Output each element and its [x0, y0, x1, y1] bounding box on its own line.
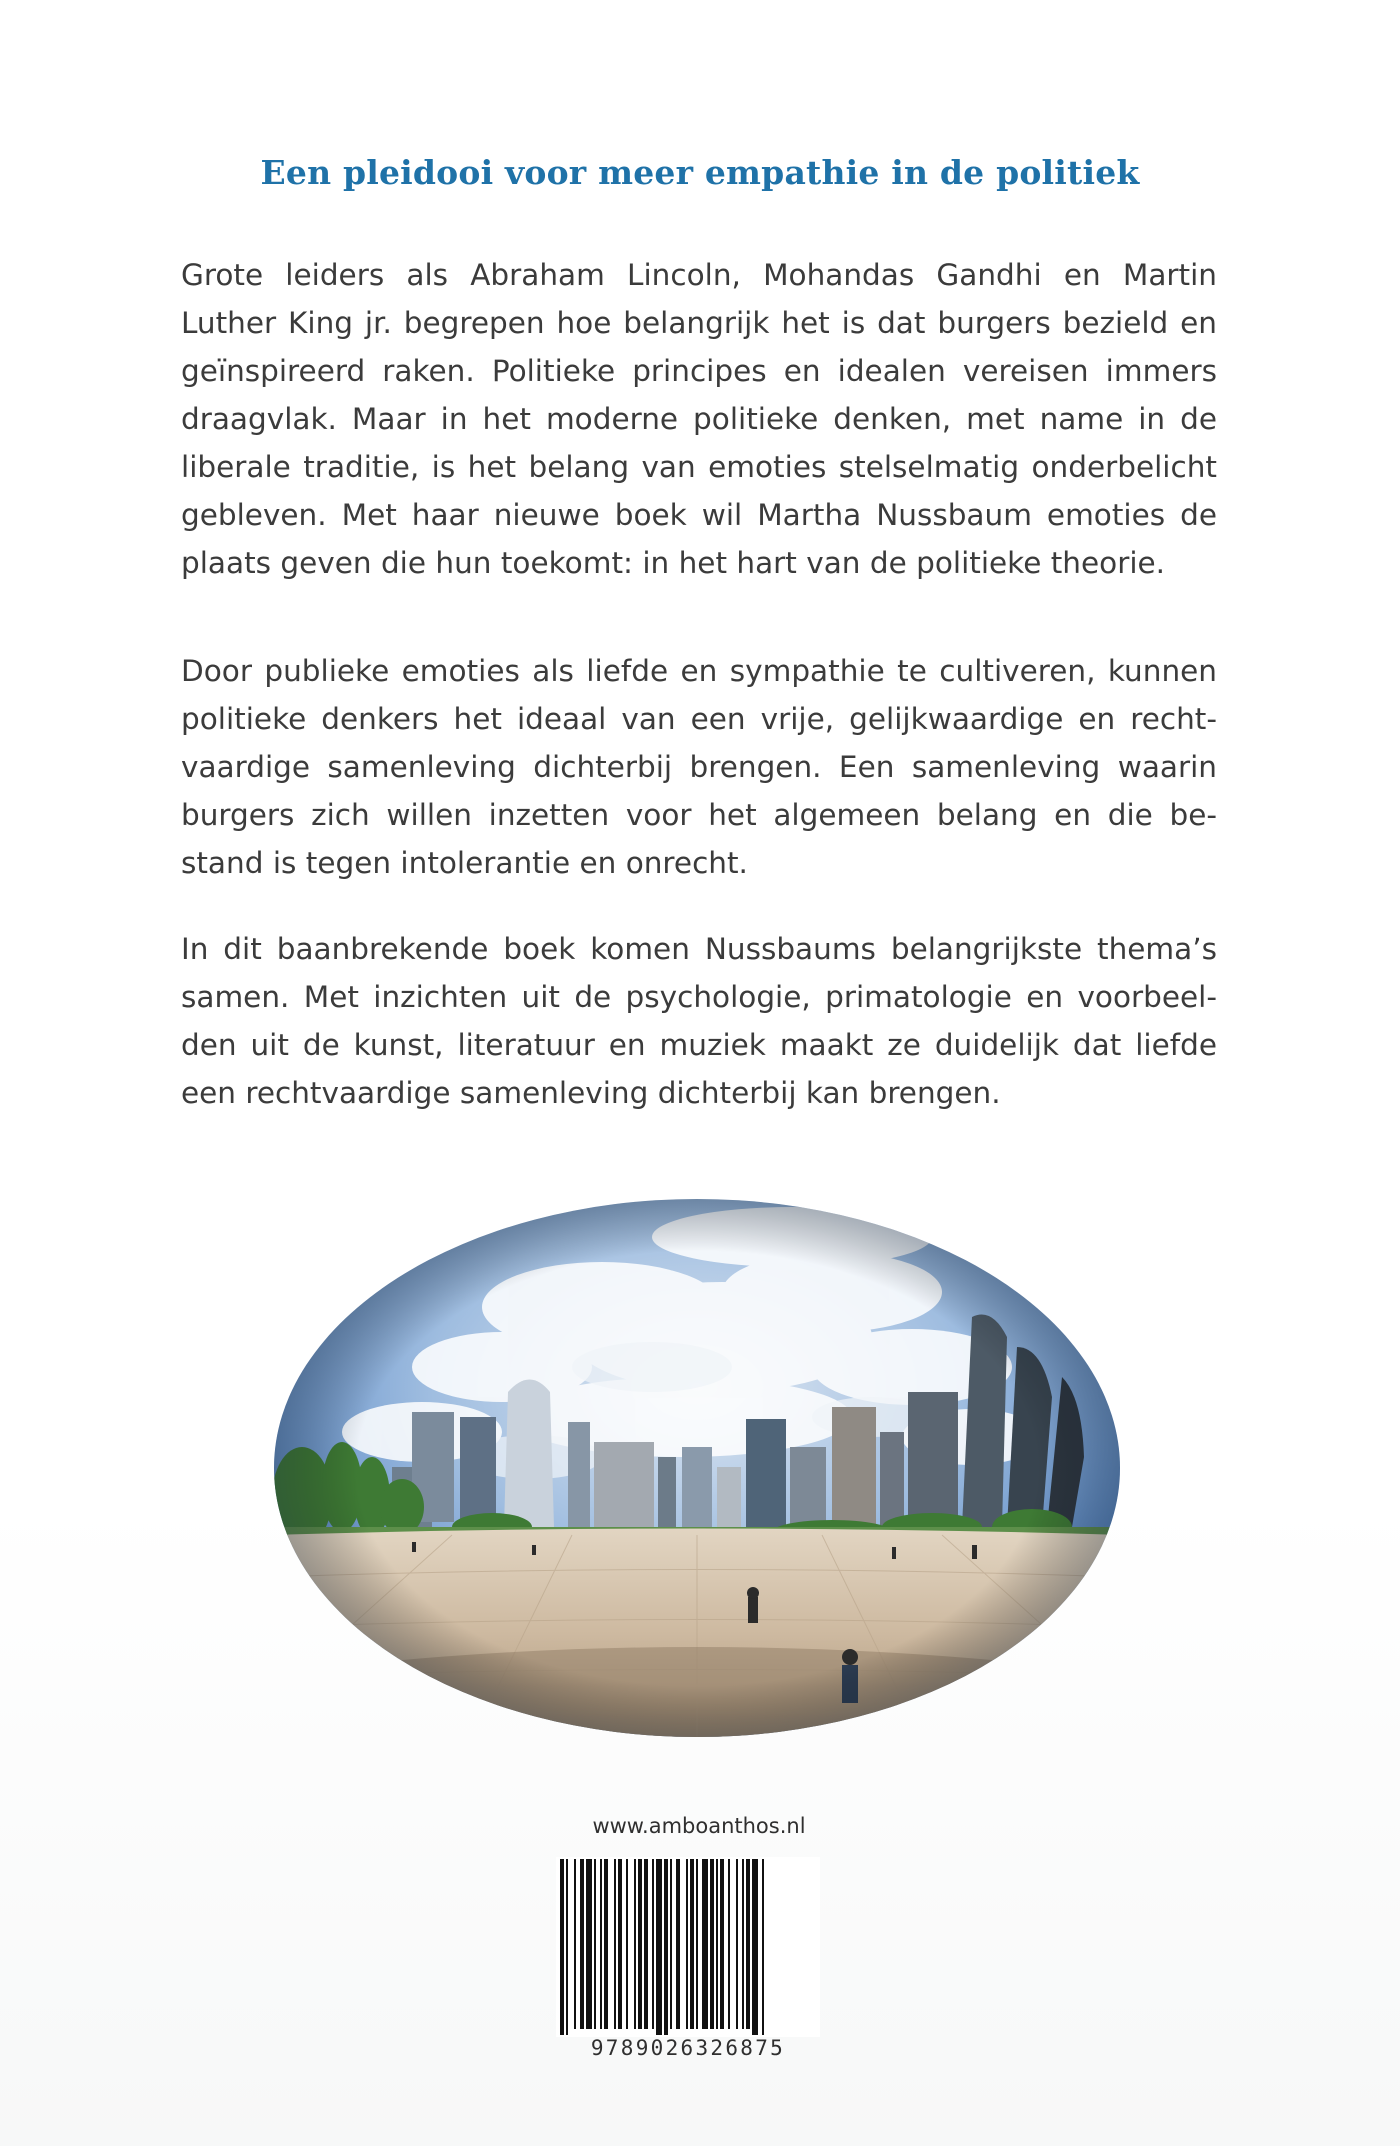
barcode-bar	[702, 1859, 708, 2029]
barcode-bar	[652, 1859, 654, 2029]
barcode-bar	[614, 1859, 616, 2029]
barcode-bar	[566, 1859, 568, 2035]
paragraph-line: In dit baanbrekende boek komen Nussbaums belangrijkste thema’s	[181, 932, 1217, 966]
barcode-bar	[600, 1859, 602, 2029]
paragraph-3	[181, 925, 1217, 1117]
paragraph-line: Grote leiders als Abraham Lincoln, Mohandas Gandhi en Martin	[181, 258, 1217, 292]
barcode-bar	[618, 1859, 622, 2029]
paragraph-line: liberale traditie, is het belang van emoties stelselmatig onderbelicht	[181, 450, 1217, 484]
paragraph-line: samen. Met inzichten uit de psychologie, primatologie en voorbeel-	[181, 980, 1217, 1014]
barcode-bar	[690, 1859, 694, 2029]
barcode-bar	[762, 1859, 764, 2035]
paragraph-line: stand is tegen intolerantie en onrecht.	[181, 846, 748, 880]
paragraph-line: gebleven. Met haar nieuwe boek wil Martha Nussbaum emoties de	[181, 498, 1217, 532]
barcode-bar	[604, 1859, 608, 2029]
barcode-bar	[560, 1859, 564, 2035]
paragraph-1	[181, 251, 1217, 587]
barcode-bar	[580, 1859, 584, 2029]
paragraph-line: Luther King jr. begrepen hoe belangrijk het is dat burgers bezield en	[181, 306, 1217, 340]
barcode-bar	[574, 1859, 576, 2029]
paragraph-line: Door publieke emoties als liefde en sympathie te cultiveren, kunnen	[181, 654, 1217, 688]
barcode-bars	[556, 1857, 820, 2037]
barcode-bar	[626, 1859, 628, 2029]
barcode-bar	[696, 1859, 698, 2029]
barcode	[556, 1857, 820, 2037]
barcode-bar	[716, 1859, 718, 2029]
paragraph-line: politieke denkers het ideaal van een vrije, gelijkwaardige en recht-	[181, 702, 1217, 736]
barcode-bar	[752, 1859, 758, 2035]
paragraph-line: burgers zich willen inzetten voor het algemeen belang en die be-	[181, 798, 1217, 832]
barcode-bar	[720, 1859, 724, 2029]
barcode-bar	[638, 1859, 642, 2029]
paragraph-line: den uit de kunst, literatuur en muziek maakt ze duidelijk dat liefde	[181, 1028, 1217, 1062]
paragraph-line: vaardige samenleving dichterbij brengen. Een samenleving waarin	[181, 750, 1217, 784]
barcode-bar	[670, 1859, 672, 2029]
barcode-bar	[676, 1859, 680, 2029]
paragraph-line: draagvlak. Maar in het moderne politieke denken, met name in de	[181, 402, 1217, 436]
isbn-number: 9789026326875	[590, 2036, 786, 2060]
paragraph-line: geïnspireerd raken. Politieke principes en idealen vereisen immers	[181, 354, 1217, 388]
barcode-bar	[686, 1859, 688, 2029]
cover-heading: Een pleidooi voor meer empathie in de politiek	[260, 153, 1140, 192]
publisher-website: www.amboanthos.nl	[592, 1814, 806, 1838]
barcode-bar	[664, 1859, 668, 2035]
paragraph-2	[181, 647, 1217, 887]
reflection-illustration	[272, 1197, 1122, 1740]
barcode-bar	[736, 1859, 738, 2029]
barcode-bar	[634, 1859, 636, 2029]
barcode-bar	[644, 1859, 648, 2029]
barcode-bar	[594, 1859, 596, 2029]
barcode-bar	[746, 1859, 750, 2029]
barcode-bar	[710, 1859, 714, 2029]
paragraph-line: plaats geven die hun toekomt: in het hart van de politieke theorie.	[181, 546, 1166, 580]
cloud-gate-reflection-photo	[272, 1197, 1122, 1740]
barcode-bar	[656, 1859, 662, 2035]
paragraph-line: een rechtvaardige samenleving dichterbij kan brengen.	[181, 1076, 1001, 1110]
barcode-bar	[728, 1859, 730, 2029]
barcode-bar	[586, 1859, 592, 2029]
barcode-bar	[742, 1859, 744, 2029]
